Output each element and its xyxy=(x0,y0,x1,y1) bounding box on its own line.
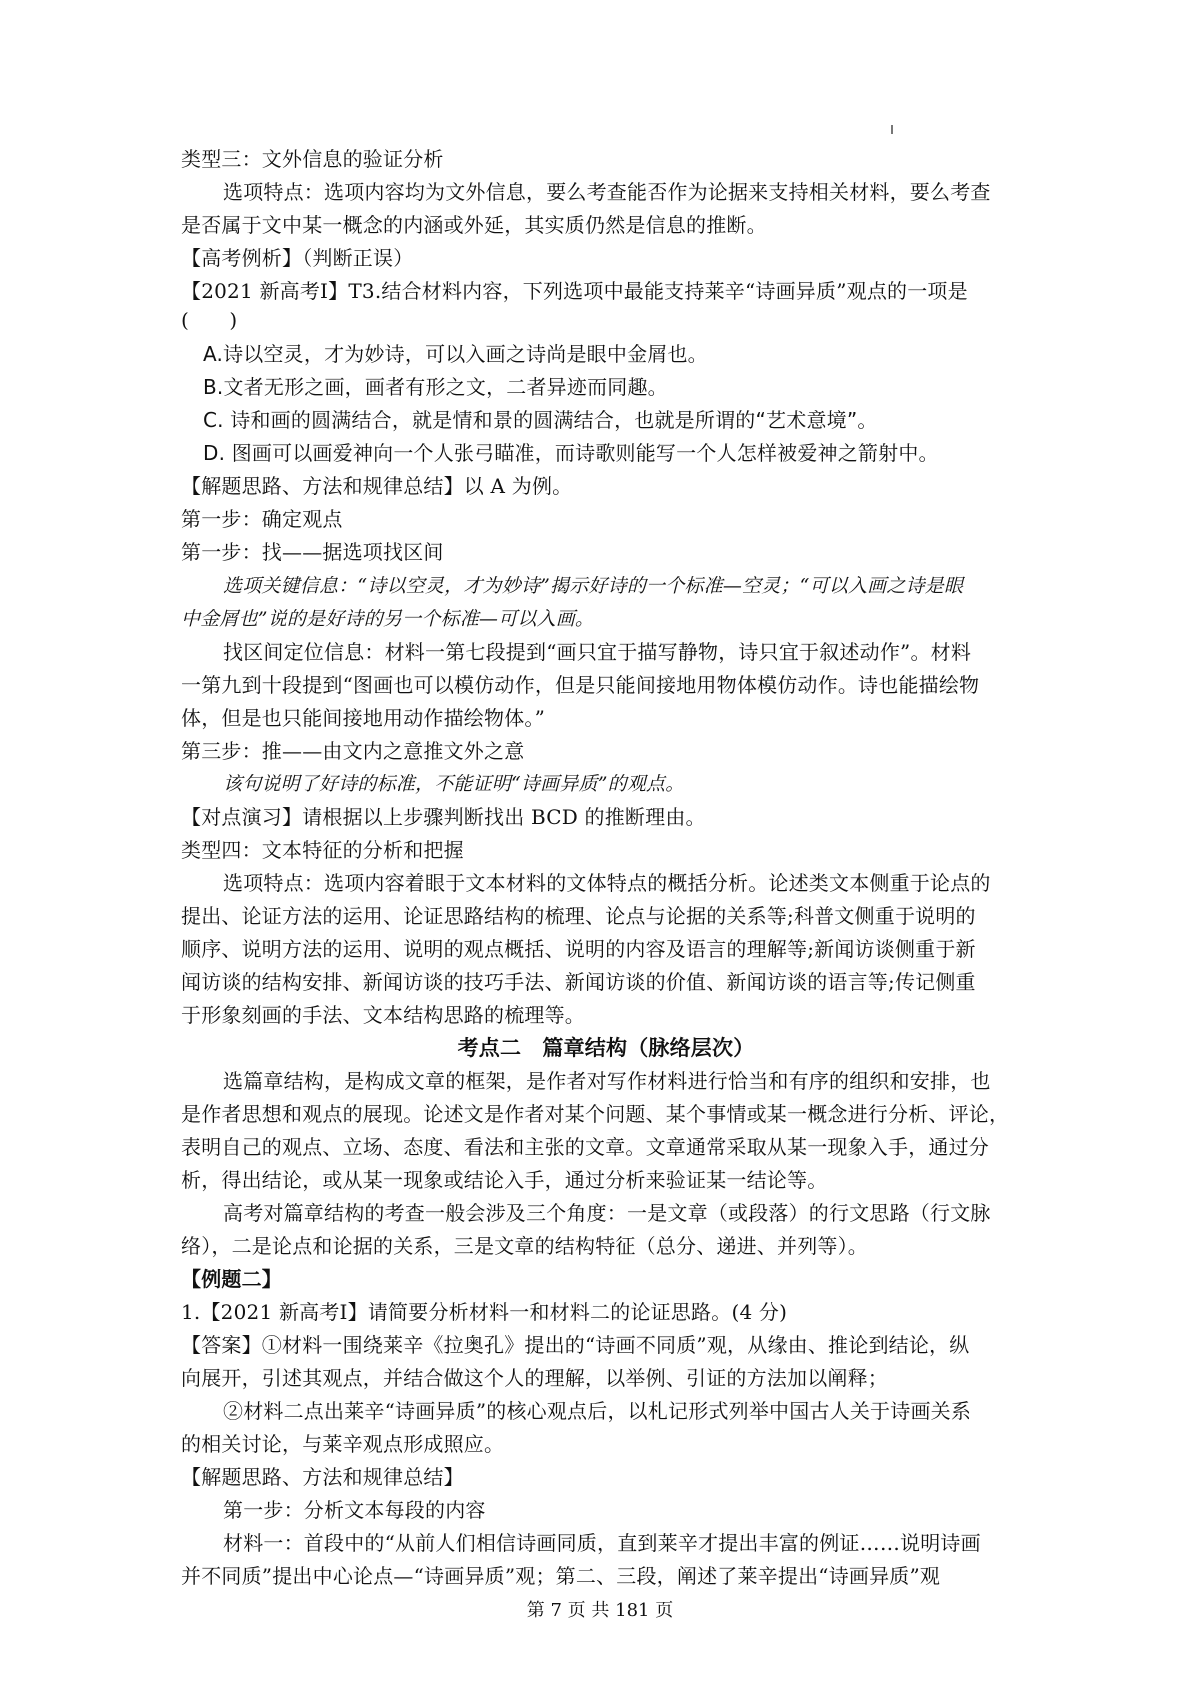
paragraph-line: 高考对篇章结构的考查一般会涉及三个角度：一是文章（或段落）的行文思路（行文脉 xyxy=(223,1201,991,1225)
section-label: 【解题思路、方法和规律总结】 xyxy=(181,1465,464,1489)
paragraph-line: 一第九到十段提到“图画也可以模仿动作，但是只能间接地用物体模仿动作。诗也能描绘物 xyxy=(181,673,980,697)
section-label: 【对点演习】请根据以上步骤判断找出 BCD 的推断理由。 xyxy=(181,805,706,829)
answer-line: 向展开，引述其观点，并结合做这个人的理解，以举例、引证的方法加以阐释； xyxy=(181,1366,888,1390)
step-heading: 第一步：找——据选项找区间 xyxy=(181,540,444,564)
paragraph-line: 找区间定位信息：材料一第七段提到“画只宜于描写静物，诗只宜于叙述动作”。材料 xyxy=(223,640,972,664)
page-number: 第 7 页 共 181 页 xyxy=(526,1600,674,1621)
step-heading: 第一步：确定观点 xyxy=(181,507,343,531)
section-label: 【高考例析】（判断正误） xyxy=(181,246,414,270)
heading-type-three: 类型三：文外信息的验证分析 xyxy=(181,147,444,171)
answer-line: 【答案】①材料一围绕莱辛《拉奥孔》提出的“诗画不同质”观，从缘由、推论到结论，纵 xyxy=(181,1333,970,1357)
paragraph-line: 表明自己的观点、立场、态度、看法和主张的文章。文章通常采取从某一现象入手，通过分 xyxy=(181,1135,989,1159)
paragraph-line: 并不同质”提出中心论点—“诗画异质”观；第二、三段，阐述了莱辛提出“诗画异质”观 xyxy=(181,1564,941,1588)
scan-mark xyxy=(891,125,893,134)
paragraph-line: 析，得出结论，或从某一现象或结论入手，通过分析来验证某一结论等。 xyxy=(181,1168,828,1192)
paragraph-line: 选项关键信息：“诗以空灵，才为妙诗”揭示好诗的一个标准—空灵；“可以入画之诗是眼 xyxy=(223,575,964,597)
section-title: 考点二 篇章结构（脉络层次） xyxy=(457,1035,755,1060)
paragraph-line: 体，但是也只能间接地用动作描绘物体。” xyxy=(181,706,546,730)
question-stem: 【2021 新高考Ⅰ】T3.结合材料内容，下列选项中最能支持莱辛“诗画异质”观点的一项是 xyxy=(181,279,968,303)
paragraph-line: 选项特点：选项内容着眼于文本材料的文体特点的概括分析。论述类文本侧重于论点的 xyxy=(223,871,991,895)
paragraph-line: 选篇章结构，是构成文章的框架，是作者对写作材料进行恰当和有序的组织和安排，也 xyxy=(223,1069,991,1093)
paragraph-line: 于形象刻画的手法、文本结构思路的梳理等。 xyxy=(181,1003,585,1027)
paragraph-line: 闻访谈的结构安排、新闻访谈的技巧手法、新闻访谈的价值、新闻访谈的语言等;传记侧重 xyxy=(181,970,976,994)
option-c: C. 诗和画的圆满结合，就是情和景的圆满结合，也就是所谓的“艺术意境”。 xyxy=(203,408,878,432)
option-b: B.文者无形之画，画者有形之文，二者异迹而同趣。 xyxy=(203,375,668,399)
heading-type-four: 类型四：文本特征的分析和把握 xyxy=(181,838,464,862)
option-d: D. 图画可以画爱神向一个人张弓瞄准，而诗歌则能写一个人怎样被爱神之箭射中。 xyxy=(203,441,939,465)
step-heading: 第一步：分析文本每段的内容 xyxy=(223,1498,486,1522)
question-stem: 1.【2021 新高考Ⅰ】请简要分析材料一和材料二的论证思路。(4 分) xyxy=(181,1300,788,1324)
answer-line: 的相关讨论，与莱辛观点形成照应。 xyxy=(181,1432,505,1456)
paragraph-line: 是否属于文中某一概念的内涵或外延，其实质仍然是信息的推断。 xyxy=(181,213,767,237)
paragraph-line: 该句说明了好诗的标准，不能证明“诗画异质”的观点。 xyxy=(223,773,685,795)
paragraph-line: 选项特点：选项内容均为文外信息，要么考查能否作为论据来支持相关材料，要么考查 xyxy=(223,180,991,204)
example-heading: 【例题二】 xyxy=(181,1267,282,1291)
paragraph-line: 是作者思想和观点的展现。论述文是作者对某个问题、某个事情或某一概念进行分析、评论， xyxy=(181,1102,1010,1126)
paragraph-line: 顺序、说明方法的运用、说明的观点概括、说明的内容及语言的理解等;新闻访谈侧重于新 xyxy=(181,937,976,961)
answer-line: ②材料二点出莱辛“诗画异质”的核心观点后，以札记形式列举中国古人关于诗画关系 xyxy=(223,1399,972,1423)
paragraph-line: 络），二是论点和论据的关系，三是文章的结构特征（总分、递进、并列等）。 xyxy=(181,1234,868,1258)
option-a: A.诗以空灵，才为妙诗，可以入画之诗尚是眼中金屑也。 xyxy=(203,342,708,366)
paragraph-line: 提出、论证方法的运用、论证思路结构的梳理、论点与论据的关系等;科普文侧重于说明的 xyxy=(181,904,976,928)
section-label: 【解题思路、方法和规律总结】以 A 为例。 xyxy=(181,474,573,498)
answer-bracket: ( ) xyxy=(181,308,238,332)
step-heading: 第三步：推——由文内之意推文外之意 xyxy=(181,739,525,763)
paragraph-line: 中金屑也”说的是好诗的另一个标准—可以入画。 xyxy=(181,608,595,630)
paragraph-line: 材料一：首段中的“从前人们相信诗画同质，直到莱辛才提出丰富的例证……说明诗画 xyxy=(223,1531,981,1555)
